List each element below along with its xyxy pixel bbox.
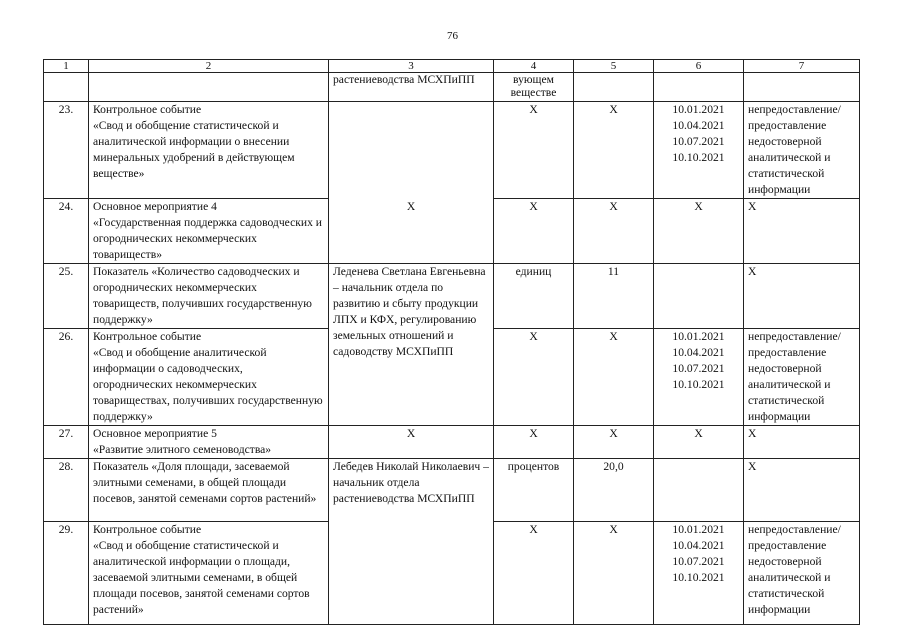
header-cell: 6 (654, 60, 744, 73)
row-title: Контрольное событие (93, 330, 202, 343)
row-number: 25. (44, 264, 89, 329)
date: 10.07.2021 (672, 555, 725, 568)
header-cell: 7 (744, 60, 860, 73)
header-cell: 1 (44, 60, 89, 73)
row-number: 29. (44, 522, 89, 625)
row-title: Основное мероприятие 4 (93, 200, 217, 213)
cell: Х (494, 522, 574, 625)
cell: Х (744, 264, 860, 329)
description-cell (89, 199, 329, 264)
cell: Х (494, 426, 574, 459)
table-row (44, 426, 860, 459)
cell (574, 73, 654, 102)
date: 10.01.2021 (672, 103, 725, 116)
date: 10.10.2021 (672, 378, 725, 391)
cell (744, 73, 860, 102)
dates-cell (654, 522, 744, 625)
cell: Х (329, 199, 494, 264)
table-row (44, 264, 860, 329)
risk-cell: непредоставление/ предоставление недостоверной аналитической и статистической информации (744, 522, 860, 625)
responsible-cell (329, 102, 494, 199)
cell: Х (654, 199, 744, 264)
cell: Х (744, 199, 860, 264)
cell (654, 459, 744, 522)
cell: Х (494, 329, 574, 426)
dates-cell (654, 102, 744, 199)
header-row (44, 60, 860, 73)
row-text: «Свод и обобщение статистической и аналитической информации о площади, засеваемой элитными семенами, в общей площади посевов, занятой семенами сортов растений» (93, 539, 310, 616)
row-number: 23. (44, 102, 89, 199)
cell: Х (574, 199, 654, 264)
date: 10.01.2021 (672, 330, 725, 343)
date: 10.04.2021 (672, 346, 725, 359)
row-number: 28. (44, 459, 89, 522)
header-cell: 2 (89, 60, 329, 73)
value-cell: 20,0 (574, 459, 654, 522)
description-cell: Показатель «Доля площади, засеваемой элитными семенами, в общей площади посевов, занятой семенами сортов растений» (89, 459, 329, 522)
unit-cell: процентов (494, 459, 574, 522)
date: 10.04.2021 (672, 119, 725, 132)
row-number: 26. (44, 329, 89, 426)
cell (654, 264, 744, 329)
row-number: 27. (44, 426, 89, 459)
cell: Х (574, 426, 654, 459)
cell: Х (574, 102, 654, 199)
cell: Х (574, 522, 654, 625)
dates-cell (654, 329, 744, 426)
description-cell (89, 522, 329, 625)
cell: Х (494, 199, 574, 264)
description-cell (89, 426, 329, 459)
row-text: «Свод и обобщение аналитической информации о садоводческих, огороднических некоммерческих товариществах, получивших государственную поддержку» (93, 346, 323, 423)
description-cell: Показатель «Количество садоводческих и огороднических некоммерческих товариществ, получивших государственную поддержку» (89, 264, 329, 329)
date: 10.01.2021 (672, 523, 725, 536)
date: 10.07.2021 (672, 135, 725, 148)
cell (44, 73, 89, 102)
risk-cell: непредоставление/ предоставление недостоверной аналитической и статистической информации (744, 102, 860, 199)
unit-cell: единиц (494, 264, 574, 329)
row-text: «Государственная поддержка садоводческих и огороднических некоммерческих товариществ» (93, 216, 322, 261)
date: 10.10.2021 (672, 151, 725, 164)
description-cell (89, 102, 329, 199)
cell (654, 73, 744, 102)
cell: Х (744, 459, 860, 522)
row-number: 24. (44, 199, 89, 264)
header-cell: 3 (329, 60, 494, 73)
cell: Х (329, 426, 494, 459)
cell: Х (744, 426, 860, 459)
date: 10.07.2021 (672, 362, 725, 375)
date: 10.10.2021 (672, 571, 725, 584)
header-cell: 5 (574, 60, 654, 73)
header-cell: 4 (494, 60, 574, 73)
plan-table (43, 59, 860, 625)
responsible-cell: Лебедев Николай Николаевич – начальник отдела растениеводства МСХПиПП (329, 459, 494, 625)
cell: Х (574, 329, 654, 426)
cell: Х (654, 426, 744, 459)
table-row (44, 73, 860, 102)
cell (89, 73, 329, 102)
table-row (44, 102, 860, 199)
value-cell: 11 (574, 264, 654, 329)
description-cell (89, 329, 329, 426)
risk-cell: непредоставление/ предоставление недостоверной аналитической и статистической информации (744, 329, 860, 426)
row-title: Контрольное событие (93, 523, 202, 536)
cell: вующем веществе (494, 73, 574, 102)
row-text: «Развитие элитного семеноводства» (93, 443, 272, 456)
date: 10.04.2021 (672, 539, 725, 552)
row-title: Основное мероприятие 5 (93, 427, 217, 440)
row-title: Контрольное событие (93, 103, 202, 116)
page-number: 76 (447, 30, 458, 42)
table-row (44, 199, 860, 264)
row-text: «Свод и обобщение статистической и аналитической информации о внесении минеральных удобрений в действующем веществе» (93, 119, 295, 180)
table-row (44, 459, 860, 522)
cell: Х (494, 102, 574, 199)
responsible-cell: Леденева Светлана Евгеньевна – начальник отдела по развитию и сбыту продукции ЛПХ и КФХ, регулированию земельных отношений и садоводству МСХПиПП (329, 264, 494, 426)
cell: растениеводства МСХПиПП (329, 73, 494, 102)
